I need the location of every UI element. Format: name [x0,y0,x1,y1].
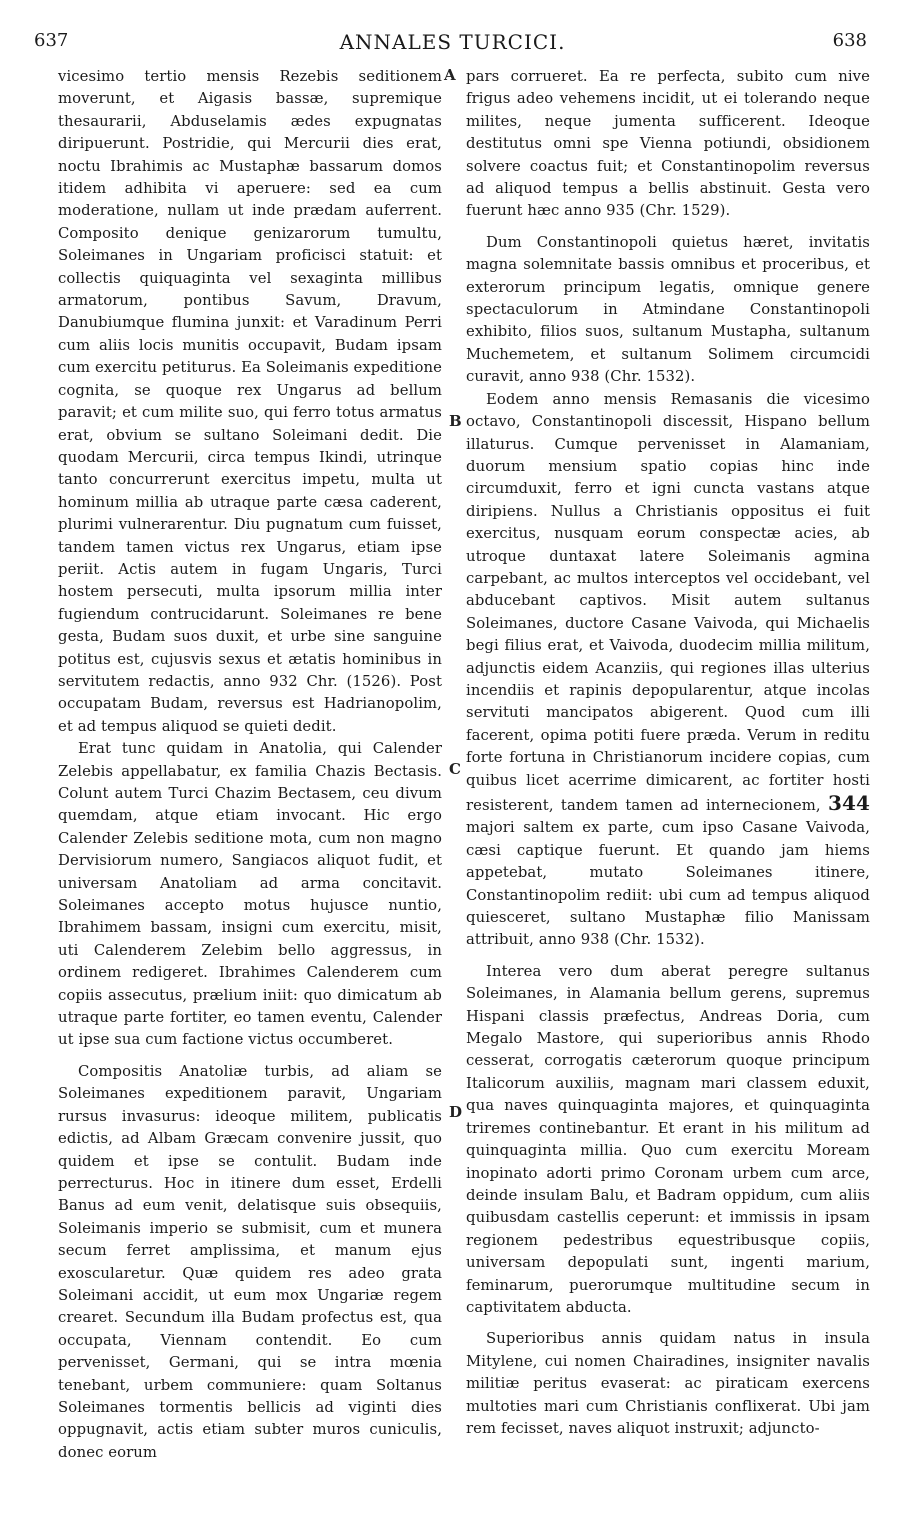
paragraph: Superioribus annis quidam natus in insula Mitylene, cui nomen Chairadines, insigniter navalis militiæ peritus evaserat: ac piraticam exercens multoties mari cum Christianis conflixerat. Ubi jam rem fecisset, naves aliquot instruxit; adjuncto- [466,1330,870,1437]
paragraph: Compositis Anatoliæ turbis, ad aliam se Soleimanes expeditionem paravit, Ungariam rursus invasurus: ideoque militem, publicatis edictis, ad Albam Græcam convenire jussit, quo quidem et ipse se contulit. Budam inde perrecturus. Hoc in itinere dum esset, Erdelli Banus ad eum venit, delatisque suis obsequiis, Soleimanis imperio se submisit, cum et munera secum ferret amplissima, et manum ejus exoscularetur. Quæ quidem res adeo grata Soleimani accidit, ut eum mox Ungariæ regem crearet. Secundum illa Budam profectus est, qua occupata, Viennam contendit. Eo cum pervenisset, Germani, qui se intra mœnia tenebant, urbem communiere: quam Soltanus Soleimanes tormentis bellicis ad viginti dies oppugnavit, actis etiam subter muros cuniculis, donec eorum [58,1062,442,1461]
paragraph: vicesimo tertio mensis Rezebis seditionem moverunt, et Aigasis bassæ, supremique thesaurarii, Abduselamis ædes expugnatas diripuerunt. Postridie, qui Mercurii dies erat, noctu Ibrahimis ac Mustaphæ bassarum domos itidem adhibita vi aperuere: sed ea cum moderatione, nullam ut inde prædam auferrent. Composito denique genizarorum tumultu, Soleimanes in Ungariam proficisci statuit: et collectis quiquaginta vel sexaginta millibus armatorum, pontibus Savum, Dravum, Danubiumque flumina junxit: et Varadinum Perri cum aliis locis munitis occupavit, Budam ipsam cum exercitu petiturus. Ea Soleimanis expeditione cognita, se quoque rex Ungarus ad bellum paravit; et cum milite suo, qui ferro totus armatus erat, obvium se sultano Soleimani dedit. Die quodam Mercurii, circa tempus Ikindi, utrinque tanto concurrerunt exercitus impetu, multa ut hominum millia ab utraque parte cæsa caderent, plurimi vulnerarentur. Diu pugnatum cum fuisset, tandem tamen victus rex Ungarus, etiam ipse periit. Actis autem in fugam Ungaris, Turci hostem persecuti, multa ipsorum millia inter fugiendum contrucidarunt. Soleimanes re bene gesta, Budam suos duxit, et urbe sine sanguine potitus est, cujusvis sexus et ætatis hominibus in servitutem redactis, anno 932 Chr. (1526). Post occupatam Budam, reversus est Hadrianopolim, et ad tempus aliquod se quieti dedit. [58,68,442,735]
margin-letter-b: B [449,412,462,430]
margin-letter-d: D [449,1103,463,1121]
page-number-left: 637 [34,30,69,51]
page-number-right: 638 [832,30,867,51]
paragraph: Dum Constantinopoli quietus hæret, invitatis magna solemnitate bassis omnibus et proceribus, et exterorum principum legatis, omnique genere spectaculorum in Atmindane Constantinopoli exhibito, filios suos, sultanum Mustapha, sultanum Muchemetem, et sultanum Solimem circumcidi curavit, anno 938 (Chr. 1532). [466,233,870,386]
page-header [0,0,905,66]
paragraph: Interea vero dum aberat peregre sultanus Soleimanes, in Alamania bellum gerens, supremus Hispani classis præfectus, Andreas Doria, cum Megalo Mastore, qui superioribus annis Rhodo cesserat, corrogatis cæterorum quoque principum Italicorum auxiliis, magnam mari classem eduxit, qua naves quinquaginta majores, et quinquaginta triremes continebantur. Et erant in his militum ad quinquaginta millia. Quo cum exercitu Moream inopinato adorti primo Coronam urbem cum arce, deinde insulam Balu, et Badram oppidum, cum aliis quibusdam castellis ceperunt: et immissis in ipsam regionem pedestribus equestribusque copiis, universam depopulati sunt, ingenti marium, feminarum, puerorumque multitudine secum in captivitatem abducta. [466,962,870,1316]
paragraph-text: Eodem anno mensis Remasanis die vicesimo octavo, Constantinopoli discessit, Hispano bellum illaturus. Cumque pervenisset in Alamaniam, duorum mensium spatio copias hinc inde circumduxit, ferro et igni cuncta vastans atque diripiens. Nullus a Christianis oppositus ei fuit exercitus, nusquam eorum conspectæ acies, ab utroque duntaxat latere Soleimanis agmina carpebant, ac multos interceptos vel occidebant, vel abducebant captivos. Misit autem sultanus Soleimanes, ductore Casane Vaivoda, qui Michaelis begi filius erat, et Vaivoda, duodecim millia militum, adjunctis eidem Acanziis, qui regiones illas ulterius incendiis et rapinis depopularentur, atque incolas servituti mancipatos abigerent. Quod cum illi facerent, opima potiti fuere præda. Verum in reditu forte fortuna in Christianorum incidere copias, cum quibus licet acerrime dimicarent, ac fortiter hosti resisterent, tandem tamen ad internecionem, [466,390,870,814]
paragraph: Erat tunc quidam in Anatolia, qui Calender Zelebis appellabatur, ex familia Chazis Bectasis. Colunt autem Turci Chazim Bectasem, ceu divum quemdam, atque etiam invocant. Hic ergo Calender Zelebis seditione mota, cum non magno Dervisiorum numero, Sangiacos aliquot fudit, et universam Anatoliam ad arma concitavit. Soleimanes accepto motus hujusce nuntio, Ibrahimem bassam, insigni cum exercitu, misit, uti Calenderem Zelebim bello aggressus, in ordinem redigeret. Ibrahimes Calenderem cum copiis assecutus, prælium iniit: quo dimicatum ab utraque parte fortiter, eo tamen eventu, Calender ut ipse sua cum factione victus occumberet. [58,740,442,1049]
right-column [466,66,870,1440]
running-title: ANNALES TURCICI. [339,30,566,54]
margin-letter-c: C [449,760,461,778]
folio-marker: 344 [827,791,870,815]
left-column [58,66,442,1464]
paragraph [466,389,870,952]
margin-letter-a: A [444,66,456,84]
paragraph: pars corrueret. Ea re perfecta, subito cum nive frigus adeo vehemens incidit, ut ei tolerando neque milites, neque jumenta sufficerent. Ideoque destitutus omni spe Vienna potiundi, obsidionem solvere coactus fuit; et Constantinopolim reversus ad aliquod tempus a bellis abstinuit. Gesta vero fuerunt hæc anno 935 (Chr. 1529). [466,68,870,220]
paragraph-text: majori saltem ex parte, cum ipso Casane Vaivoda, cæsi captique fuerunt. Et quando jam hiems appetebat, mutato Soleimanes itinere, Constantinopolim rediit: ubi cum ad tempus aliquod quiesceret, sultano Mustaphæ filio Manissam attribuit, anno 938 (Chr. 1532). [466,819,870,949]
